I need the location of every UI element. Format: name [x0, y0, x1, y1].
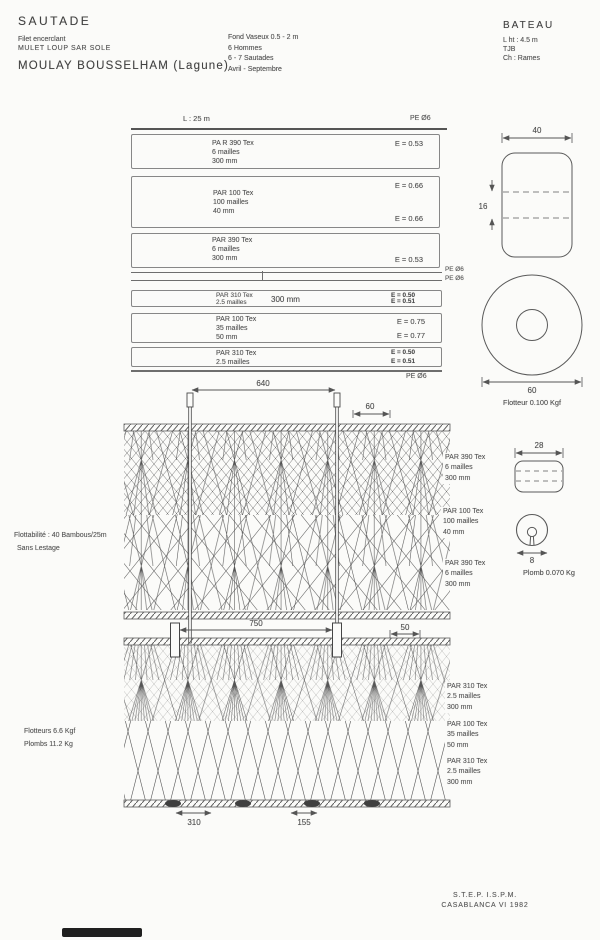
boat-length: L ht : 4.5 m [503, 37, 538, 44]
panel4-hanging-ratio-bottom: E = 0.51 [391, 298, 415, 305]
label-depth: 35 mailles [447, 731, 479, 739]
float-side-view [479, 126, 572, 257]
panel3-mesh: 300 mm [212, 254, 238, 262]
net1-label-top [443, 453, 485, 484]
lead-weight [165, 800, 181, 807]
net-panel-2 [131, 176, 440, 228]
net1-label-bottom [443, 559, 485, 590]
panel5-depth: 35 mailles [216, 324, 248, 332]
panel1-material: PA R 390 Tex [212, 140, 254, 147]
label-material: PAR 390 Tex [445, 454, 486, 461]
plan-midrope-line-1 [131, 272, 442, 273]
lead-caption: Plomb 0.070 Kg [523, 568, 575, 577]
panel4-hanging-ratio-top: E = 0.50 [391, 292, 415, 299]
net1-ground-line [124, 612, 450, 619]
doc-title: SAUTADE [18, 14, 92, 28]
panel1-hanging-ratio: E = 0.53 [394, 139, 423, 148]
lead-weight [364, 800, 380, 807]
panel5-material: PAR 100 Tex [216, 316, 257, 323]
net1-label-middle [441, 507, 483, 538]
condition-season: Avril - Septembre [228, 65, 282, 73]
float-hole-dim: 16 [478, 202, 488, 211]
label-depth: 2.5 mailles [447, 768, 481, 776]
panel6-hanging-ratio-bottom: E = 0.51 [391, 358, 415, 365]
boat-propulsion: Ch : Rames [503, 55, 540, 62]
label-material: PAR 310 Tex [447, 758, 488, 765]
net-panel-4 [131, 290, 442, 307]
plan-length-label: L : 25 m [183, 114, 210, 123]
buoyancy-note: Flottabilité : 40 Bambous/25m [14, 532, 107, 539]
label-mesh: 300 mm [447, 778, 473, 786]
plan-midrope-label-2: PE Ø6 [445, 275, 464, 282]
float-width-dim: 40 [532, 126, 542, 135]
panel5-hanging-ratio-bottom: E = 0.77 [396, 331, 425, 340]
ballast-note: Sans Lestage [17, 545, 60, 552]
label-mesh: 300 mm [445, 580, 471, 588]
net-panel-5 [131, 313, 442, 343]
credit-block [405, 891, 565, 910]
lead-width-dim: 28 [534, 441, 544, 450]
condition-bottom: Fond Vaseux 0.5 - 2 m [228, 34, 299, 41]
panel2-depth: 100 mailles [213, 198, 249, 206]
panel4-depth: 2.5 mailles [216, 299, 247, 307]
label-mesh: 40 mm [443, 528, 465, 536]
net2-label-top [445, 682, 487, 713]
panel2-hanging-ratio-top: E = 0.66 [394, 181, 423, 190]
label-depth: 6 mailles [445, 464, 473, 472]
boat-title: BATEAU [503, 20, 555, 31]
plan-midrope-label-1: PE Ø6 [445, 266, 464, 273]
net-wall-drawing [118, 376, 462, 838]
net2-label-bottom [445, 757, 487, 788]
net2-large-mesh [124, 721, 450, 800]
plan-footrope-line [131, 370, 442, 372]
label-depth: 100 mailles [443, 518, 479, 526]
label-mesh: 300 mm [447, 703, 473, 711]
condition-crew: 6 Hommes [228, 44, 262, 52]
panel5-mesh: 50 mm [216, 333, 238, 341]
location: MOULAY BOUSSELHAM (Lagune) [18, 60, 230, 72]
net-panel-6 [131, 347, 442, 367]
float-caption: Flotteur 0.100 Kgf [502, 398, 562, 407]
scan-artifact [62, 928, 142, 937]
lead-front-view [517, 515, 575, 578]
panel6-material: PAR 310 Tex [216, 350, 257, 357]
panel2-mesh: 40 mm [213, 207, 235, 215]
net2-span-dim: 750 [249, 619, 263, 628]
net2-left-notes [24, 725, 75, 751]
panel1-mesh: 300 mm [212, 157, 238, 165]
label-depth: 2.5 mailles [447, 693, 481, 701]
plan-headrope-line [131, 128, 447, 130]
leads-weight-note: Plombs 11.2 Kg [24, 741, 73, 748]
plan-midrope-line-2 [131, 280, 442, 281]
label-depth: 6 mailles [445, 570, 473, 578]
credit-place-date: CASABLANCA VI 1982 [441, 901, 529, 909]
lead-side-view [515, 441, 563, 492]
net2-lead-spacing-dim-2: 155 [297, 818, 311, 827]
panel4-mesh: 300 mm [271, 295, 300, 304]
label-mesh: 300 mm [445, 474, 471, 482]
net1-left-notes [14, 529, 107, 555]
panel2-hanging-ratio-bottom: E = 0.66 [394, 214, 423, 223]
header-left [18, 14, 229, 72]
net2-float-left [171, 623, 180, 657]
panel1-depth: 6 mailles [212, 148, 240, 156]
net2-label-middle [445, 720, 487, 751]
net2-lead-spacing-dim-1: 310 [187, 818, 201, 827]
net1-float-line [124, 424, 450, 431]
panel3-depth: 6 mailles [212, 245, 240, 253]
lead-hole-dim: 8 [529, 556, 535, 565]
net2-float-right [333, 623, 342, 657]
panel6-hanging-ratio-top: E = 0.50 [391, 349, 415, 356]
panel3-material: PAR 390 Tex [212, 237, 253, 244]
net2-small-dim: 50 [400, 623, 410, 632]
float-and-lead-diagrams [470, 110, 596, 580]
header-conditions [228, 33, 298, 75]
credit-institution: S.T.E.P. I.S.P.M. [453, 892, 517, 899]
condition-operations: 6 - 7 Sautades [228, 55, 274, 62]
float-front-view [482, 275, 582, 407]
label-mesh: 50 mm [447, 741, 469, 749]
plan-headrope-label: PE Ø6 [410, 115, 431, 122]
net1-span-dim: 640 [256, 379, 270, 388]
floats-weight-note: Flotteurs 6.6 Kgf [24, 728, 76, 735]
plan-midrope-connector [262, 271, 263, 281]
panel5-hanging-ratio-top: E = 0.75 [396, 317, 425, 326]
panel2-material: PAR 100 Tex [213, 190, 254, 197]
lead-weight [304, 800, 320, 807]
label-material: PAR 100 Tex [443, 508, 484, 515]
lead-weight [235, 800, 251, 807]
label-material: PAR 310 Tex [447, 683, 488, 690]
net-panel-1 [131, 134, 440, 169]
header-boat [503, 20, 554, 63]
label-material: PAR 390 Tex [445, 560, 486, 567]
net1-small-dim: 60 [365, 402, 375, 411]
gear-type: Filet encerclant [18, 36, 66, 43]
plan-footrope-label: PE Ø6 [406, 373, 427, 380]
panel3-hanging-ratio: E = 0.53 [394, 255, 423, 264]
panel6-depth: 2.5 mailles [216, 358, 250, 366]
target-species: MULET LOUP SAR SOLE [18, 45, 111, 52]
float-diameter-dim: 60 [527, 386, 537, 395]
net-panel-3 [131, 233, 440, 268]
panel4-material: PAR 310 Tex [216, 292, 253, 299]
label-material: PAR 100 Tex [447, 721, 488, 728]
boat-tonnage: TJB [503, 46, 516, 53]
